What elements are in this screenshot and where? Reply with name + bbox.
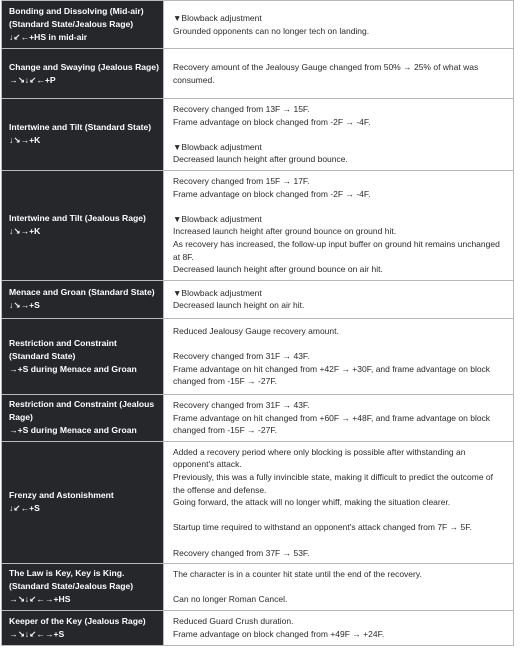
table-row [2, 280, 514, 318]
change-description-cell [164, 318, 514, 394]
change-line: Previously, this was a fully invincible state, making it difficult to predict the outcome of the offense and defense. [173, 471, 493, 495]
paragraph-gap [173, 338, 507, 351]
change-line: The character is in a counter hit state until the end of the recovery. [173, 569, 422, 580]
move-name: (Standard State/Jealous Rage) [9, 581, 134, 592]
move-command: →↘↓↙←+P [9, 74, 56, 85]
move-name: The Law is Key, Key is King. [9, 568, 125, 579]
paragraph-gap [173, 128, 507, 141]
move-name: Intertwine and Tilt (Standard State) [9, 122, 152, 133]
move-name: Frenzy and Astonishment [9, 490, 114, 501]
change-line: Grounded opponents can no longer tech on landing. [173, 25, 370, 36]
move-command: ↓↙←+S [9, 503, 40, 514]
change-line: ▼Blowback adjustment [173, 141, 262, 152]
table-row [2, 1, 514, 49]
change-description-cell [164, 610, 514, 645]
move-command: ↓↘→+K [9, 226, 41, 237]
change-description-cell [164, 564, 514, 611]
move-cell [2, 99, 164, 171]
move-command: →↘↓↙←→+S [9, 628, 65, 639]
change-line: Recovery changed from 31F → 43F. [173, 351, 310, 362]
change-line: Added a recovery period where only blocking is possible after withstanding an opponent's attack. [173, 446, 466, 470]
move-name: Restriction and Constraint (Jealous Rage) [9, 399, 155, 423]
change-line: As recovery has increased, the follow-up input buffer on ground hit remains unchanged at 8F. [173, 239, 500, 262]
change-line: Recovery amount of the Jealousy Gauge changed from 50% → 25% of what was consumed. [173, 61, 479, 85]
paragraph-gap [173, 200, 507, 213]
change-line: Reduced Guard Crush duration. [173, 616, 294, 627]
move-cell [2, 394, 164, 441]
change-description-cell [164, 394, 514, 441]
move-name: Bonding and Dissolving (Mid-air) [9, 6, 144, 16]
patch-notes-table [1, 0, 514, 646]
change-line: Can no longer Roman Cancel. [173, 594, 288, 605]
change-line: Decreased launch height after ground bounce on air hit. [173, 264, 383, 275]
change-line: Recovery changed from 15F → 17F. [173, 176, 310, 187]
move-command: →↘↓↙←→+HS [9, 594, 71, 605]
move-name: Keeper of the Key (Jealous Rage) [9, 615, 146, 626]
change-description-cell [164, 49, 514, 99]
move-name: Intertwine and Tilt (Jealous Rage) [9, 213, 146, 224]
change-line: ▼Blowback adjustment [173, 287, 262, 298]
change-description-cell [164, 1, 514, 49]
table-row [2, 610, 514, 645]
move-name: (Standard State) [9, 350, 76, 361]
move-cell [2, 318, 164, 394]
change-line: Increased launch height after ground bounce on ground hit. [173, 226, 397, 237]
change-line: ▼Blowback adjustment [173, 12, 262, 23]
move-cell [2, 1, 164, 49]
move-command: →+S during Menace and Groan [9, 425, 137, 436]
change-line: Frame advantage on block changed from -2F → -4F. [173, 116, 371, 127]
change-line: Frame advantage on hit changed from +60F → +48F, and frame advantage on block changed from -15F → -27F. [173, 412, 491, 436]
change-line: Recovery changed from 31F → 43F. [173, 399, 310, 410]
move-cell [2, 441, 164, 563]
table-row [2, 441, 514, 563]
change-description-cell [164, 170, 514, 280]
table-row [2, 170, 514, 280]
change-description-cell [164, 280, 514, 318]
move-cell [2, 49, 164, 99]
move-command: ↓↙←+HS in mid-air [9, 32, 88, 42]
move-name: (Standard State/Jealous Rage) [9, 19, 134, 29]
change-line: Frame advantage on hit changed from +42F → +30F, and frame advantage on block changed from -15F → -27F. [173, 363, 491, 387]
paragraph-gap [173, 581, 507, 594]
table-row [2, 318, 514, 394]
move-command: ↓↘→+K [9, 135, 41, 146]
change-line: Decreased launch height after ground bounce. [173, 154, 348, 165]
move-command: ↓↘→+S [9, 300, 40, 311]
move-command: →+S during Menace and Groan [9, 363, 137, 374]
move-cell [2, 280, 164, 318]
change-line: ▼Blowback adjustment [173, 213, 262, 224]
paragraph-gap [173, 509, 507, 522]
table-row [2, 99, 514, 171]
change-line: Recovery changed from 37F → 53F. [173, 547, 310, 558]
change-line: Reduced Jealousy Gauge recovery amount. [173, 325, 339, 336]
move-name: Restriction and Constraint [9, 337, 117, 348]
change-line: Startup time required to withstand an opponent's attack changed from 7F → 5F. [173, 522, 472, 533]
table-row [2, 49, 514, 99]
change-line: Going forward, the attack will no longer whiff, making the situation clearer. [173, 497, 451, 508]
paragraph-gap [173, 534, 507, 547]
move-name: Menace and Groan (Standard State) [9, 287, 155, 298]
move-name: Change and Swaying (Jealous Rage) [9, 61, 159, 72]
move-cell [2, 170, 164, 280]
change-description-cell [164, 99, 514, 171]
table-row [2, 564, 514, 611]
change-line: Recovery changed from 13F → 15F. [173, 104, 310, 114]
change-line: Frame advantage on block changed from +49F → +24F. [173, 628, 385, 639]
change-line: Frame advantage on block changed from -2F → -4F. [173, 188, 371, 199]
patch-notes-body [2, 1, 514, 646]
change-line: Decreased launch height on air hit. [173, 300, 305, 311]
move-cell [2, 610, 164, 645]
change-description-cell [164, 441, 514, 563]
table-row [2, 394, 514, 441]
move-cell [2, 564, 164, 611]
